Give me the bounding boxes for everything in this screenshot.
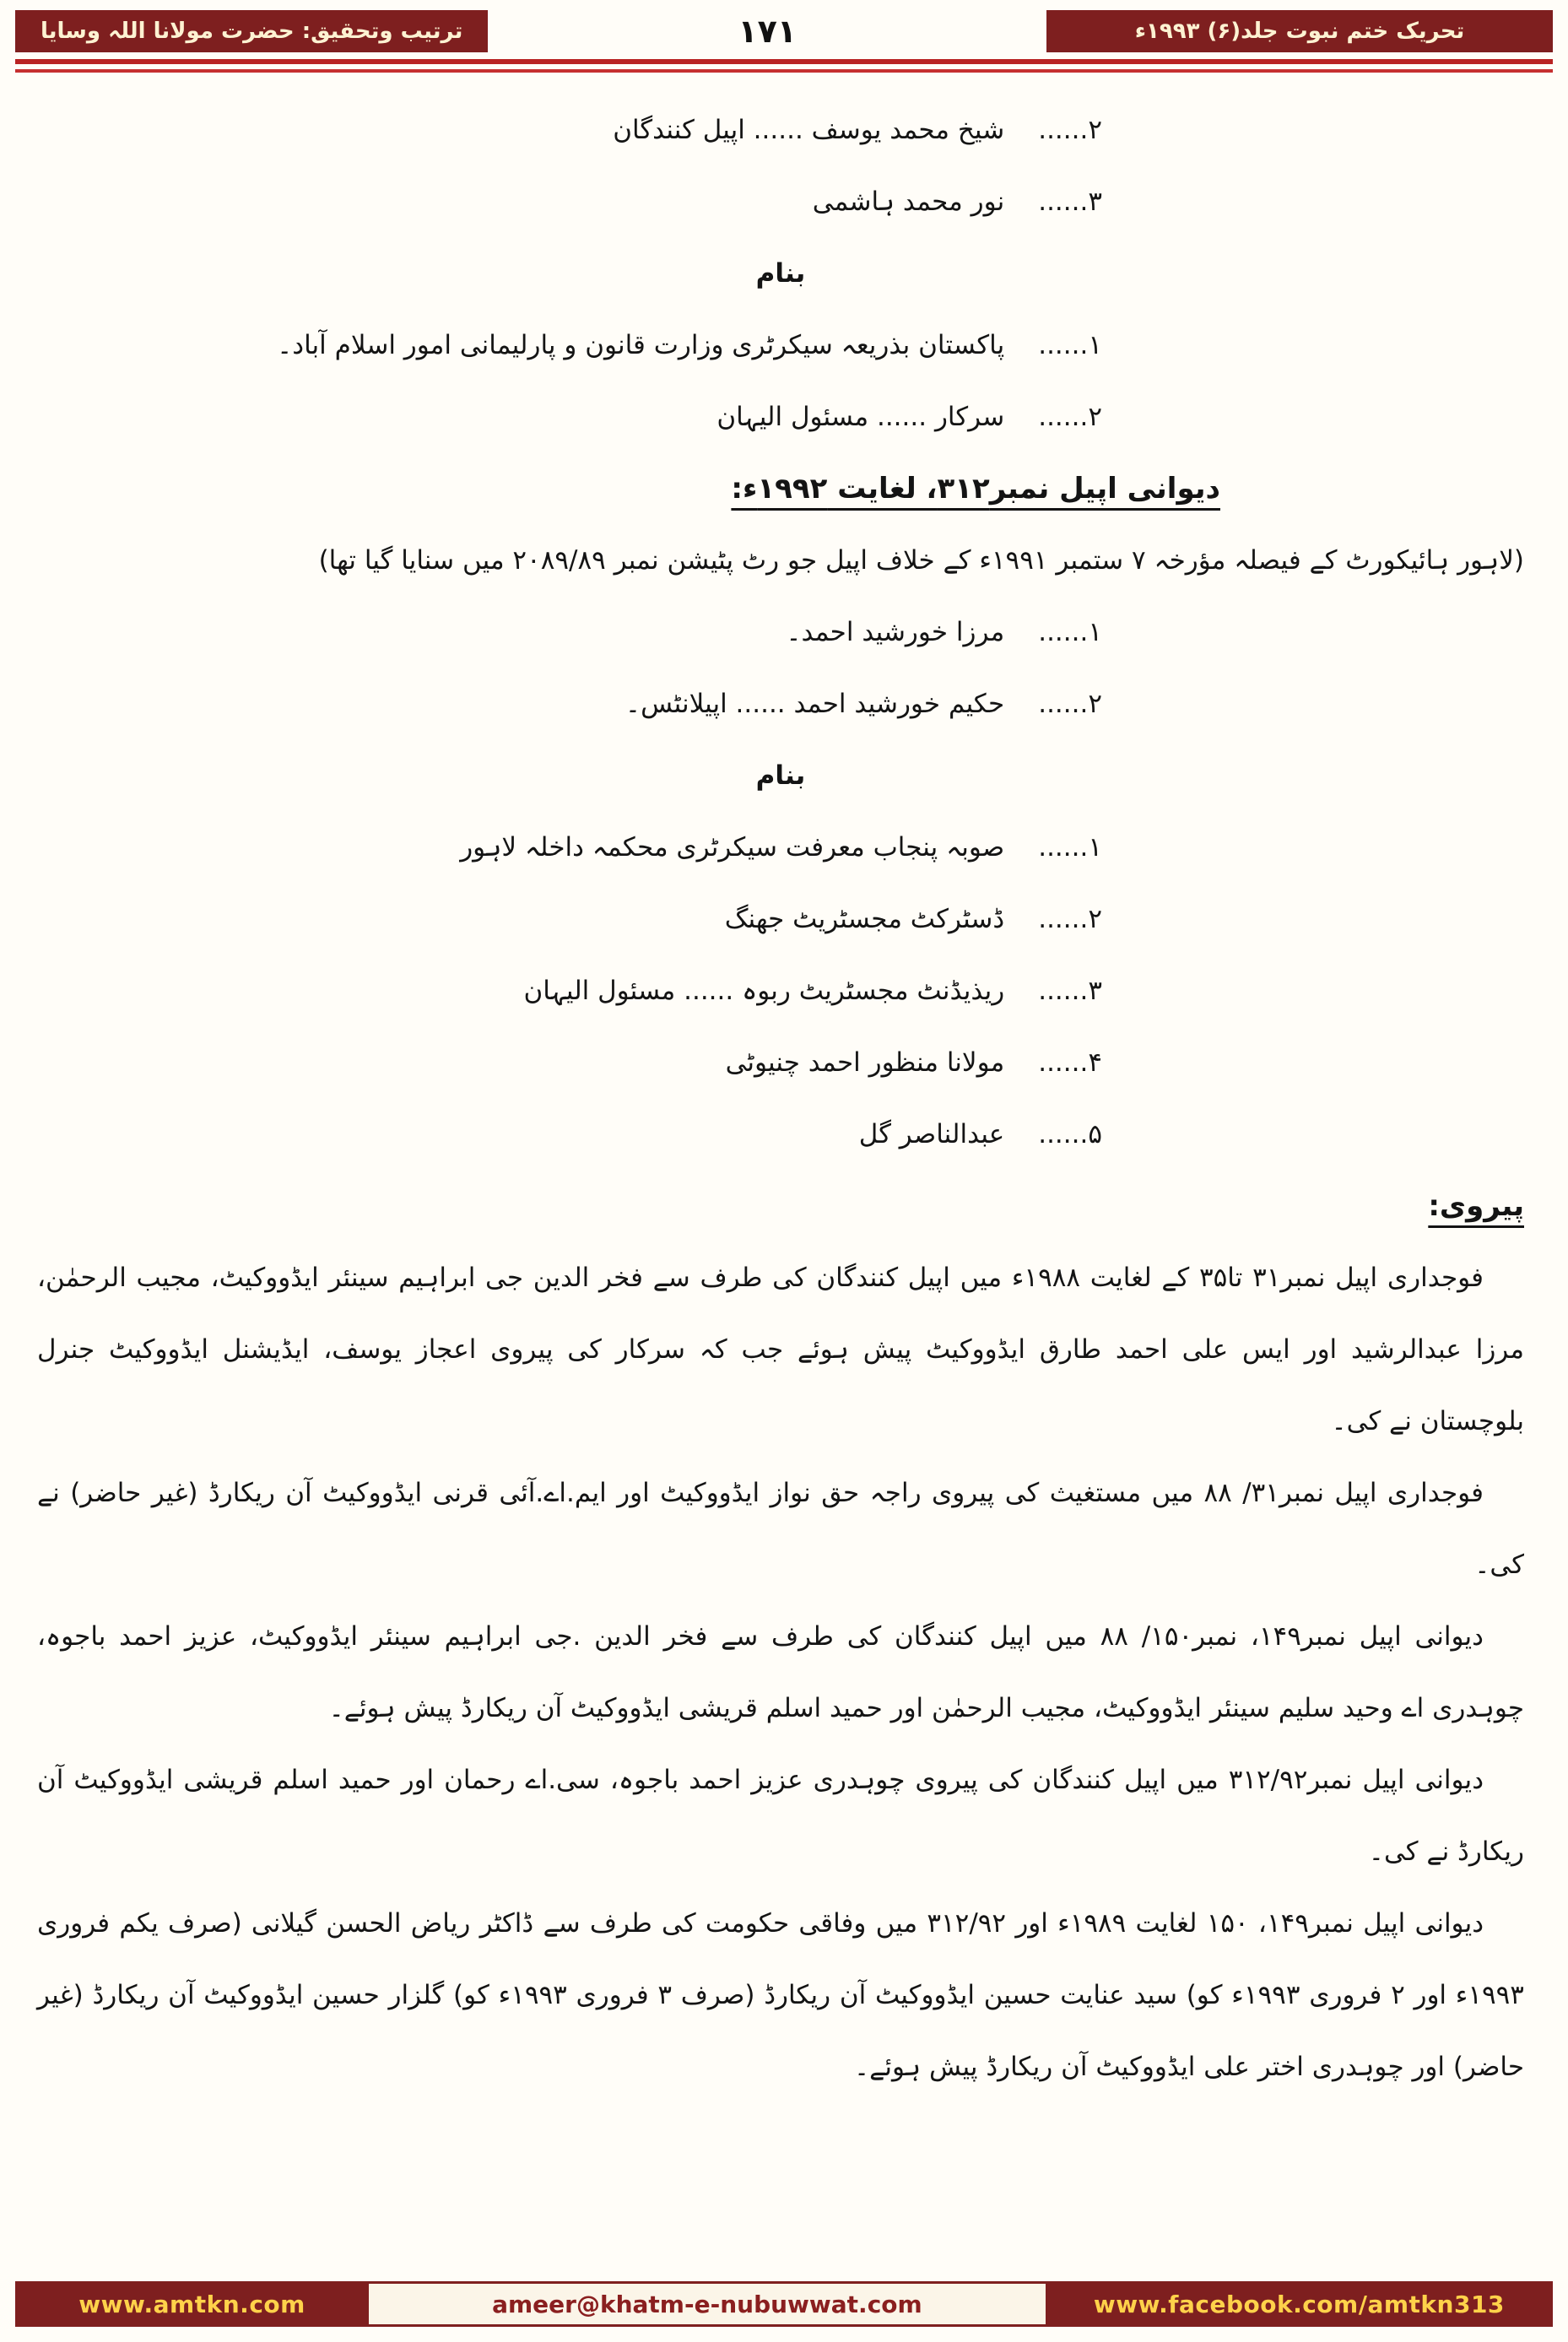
body-paragraph: فوجداری اپیل نمبر۳۱/ ۸۸ میں مستغیث کی پیروی راجہ حق نواز ایڈووکیٹ اور ایم.اے.آئی قرنی ایڈووکیٹ آن ریکارڈ (غیر حاضر) نے کی۔ bbox=[37, 1478, 1524, 1580]
page-header bbox=[15, 10, 1553, 52]
respondent-item bbox=[37, 310, 1102, 381]
header-editor-title bbox=[15, 10, 488, 52]
respondent-item bbox=[37, 1027, 1102, 1099]
appellant-item bbox=[37, 597, 1102, 668]
footer-email-link[interactable]: ameer@khatm-e-nubuwwat.com bbox=[369, 2284, 1046, 2324]
list-item-number: ۲...... bbox=[1038, 402, 1102, 432]
versus-label: بنام bbox=[755, 760, 806, 791]
civil-appeal-heading: دیوانی اپیل نمبر۳۱۲، لغایت ۱۹۹۲ء: bbox=[731, 472, 1220, 506]
list-item-text: ریذیڈنٹ مجسٹریٹ ربوہ ...... مسئول الیہان bbox=[523, 976, 1005, 1006]
respondent-item bbox=[37, 1099, 1102, 1171]
document-body bbox=[0, 73, 1568, 2281]
appellant-item bbox=[37, 668, 1102, 740]
list-item-text: پاکستان بذریعہ سیکرٹری وزارت قانون و پارلیمانی امور اسلام آباد۔ bbox=[277, 330, 1005, 360]
header-divider bbox=[15, 59, 1553, 73]
list-item-number: ۵...... bbox=[1038, 1119, 1102, 1149]
footer-website-link[interactable]: www.amtkn.com bbox=[15, 2284, 369, 2324]
list-item-text: نور محمد ہاشمی bbox=[812, 187, 1005, 217]
versus-label: بنام bbox=[755, 258, 806, 289]
page-number: ۱۷۱ bbox=[738, 13, 797, 50]
body-paragraph: فوجداری اپیل نمبر۳۱ تا۳۵ کے لغایت ۱۹۸۸ء میں اپیل کنندگان کی طرف سے فخر الدین جی ابراہیم سینئر ایڈووکیٹ، مجیب الرحمٰن، مرزا عبدالرشید اور ایس علی احمد طارق ایڈووکیٹ پیش ہوئے جب کہ سرکار کی پیروی اعجاز یوسف، ایڈیشنل ایڈووکیٹ جنرل بلوچستان نے کی۔ bbox=[37, 1263, 1524, 1436]
list-item-text: ڈسٹرکٹ مجسٹریٹ جھنگ bbox=[724, 904, 1005, 934]
list-item-text: صوبہ پنجاب معرفت سیکرٹری محکمہ داخلہ لاہور bbox=[460, 832, 1005, 863]
respondent-item bbox=[37, 884, 1102, 955]
list-item-text: مولانا منظور احمد چنیوٹی bbox=[725, 1047, 1005, 1078]
respondent-item bbox=[37, 955, 1102, 1027]
list-item-number: ۱...... bbox=[1038, 617, 1102, 647]
list-item-text: عبدالناصر گل bbox=[858, 1119, 1005, 1149]
respondent-item bbox=[37, 812, 1102, 884]
list-item-number: ۲...... bbox=[1038, 115, 1102, 145]
page-footer bbox=[15, 2281, 1553, 2327]
list-item-number: ۲...... bbox=[1038, 904, 1102, 934]
pairvi-heading: پیروی: bbox=[1428, 1189, 1524, 1223]
list-item-number: ۱...... bbox=[1038, 832, 1102, 863]
body-paragraph: دیوانی اپیل نمبر۳۱۲/۹۲ میں اپیل کنندگان کی پیروی چوہدری عزیز احمد باجوہ، سی.اے رحمان اور حمید اسلم قریشی ایڈووکیٹ آن ریکارڈ نے کی۔ bbox=[37, 1765, 1524, 1867]
list-item-text: شیخ محمد یوسف ...... اپیل کنندگان bbox=[613, 115, 1005, 145]
respondent-item bbox=[37, 381, 1102, 453]
list-item-text: مرزا خورشید احمد۔ bbox=[786, 617, 1005, 647]
list-item-text: سرکار ...... مسئول الیہان bbox=[716, 402, 1005, 432]
volume-title-text: تحریک ختم نبوت جلد(۶) ۱۹۹۳ء bbox=[1134, 19, 1465, 44]
appellant-item bbox=[37, 95, 1102, 166]
list-item-text: حکیم خورشید احمد ...... اپیلانٹس۔ bbox=[624, 689, 1005, 719]
footer-facebook-link[interactable]: www.facebook.com/amtkn313 bbox=[1046, 2284, 1553, 2324]
list-item-number: ۱...... bbox=[1038, 330, 1102, 360]
divider-line-top bbox=[15, 59, 1553, 64]
body-paragraph: دیوانی اپیل نمبر۱۴۹، نمبر۱۵۰/ ۸۸ میں اپیل کنندگان کی طرف سے فخر الدین .جی ابراہیم سینئر ایڈووکیٹ، عزیز احمد باجوہ، چوہدری اے وحید سلیم سینئر ایڈووکیٹ، مجیب الرحمٰن اور حمید اسلم قریشی ایڈووکیٹ آن ریکارڈ پیش ہوئے۔ bbox=[37, 1621, 1524, 1723]
body-paragraph: دیوانی اپیل نمبر۱۴۹، ۱۵۰ لغایت ۱۹۸۹ء اور ۳۱۲/۹۲ میں وفاقی حکومت کی طرف سے ڈاکٹر ریاض الحسن گیلانی (صرف یکم فروری ۱۹۹۳ء اور ۲ فروری ۱۹۹۳ء کو) سید عنایت حسین ایڈووکیٹ آن ریکارڈ (صرف ۳ فروری ۱۹۹۳ء کو) گلزار حسین ایڈووکیٹ آن ریکارڈ (غیر حاضر) اور چوہدری اختر علی ایڈووکیٹ آن ریکارڈ پیش ہوئے۔ bbox=[37, 1908, 1524, 2082]
list-item-number: ۲...... bbox=[1038, 689, 1102, 719]
civil-appeal-note: (لاہور ہائیکورٹ کے فیصلہ مؤرخہ ۷ ستمبر ۱۹۹۱ء کے خلاف اپیل جو رٹ پٹیشن نمبر ۲۰۸۹/۸۹ میں سنایا گیا تھا) bbox=[318, 545, 1524, 576]
header-volume-title bbox=[1046, 10, 1553, 52]
editor-title-text: ترتیب وتحقیق: حضرت مولانا اللہ وسایا bbox=[41, 19, 463, 44]
appellant-item bbox=[37, 166, 1102, 238]
list-item-number: ۳...... bbox=[1038, 976, 1102, 1006]
list-item-number: ۴...... bbox=[1038, 1047, 1102, 1078]
list-item-number: ۳...... bbox=[1038, 187, 1102, 217]
